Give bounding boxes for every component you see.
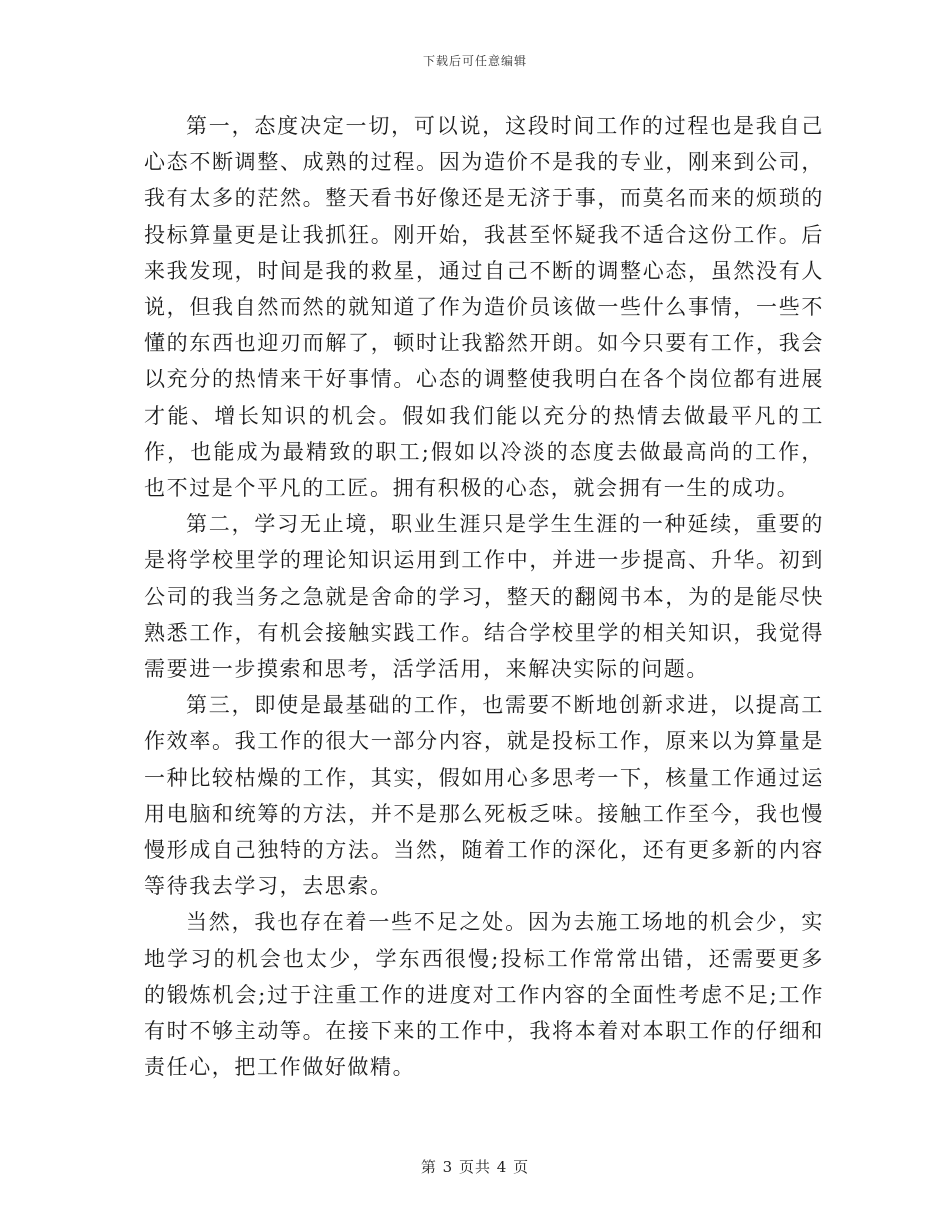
page-number-footer: 第 3 页共 4 页	[420, 1158, 530, 1176]
paragraph-3: 第三，即使是最基础的工作，也需要不断地创新求进，以提高工作效率。我工作的很大一部分内容，就是投标工作，原来以为算量是一种比较枯燥的工作，其实，假如用心多思考一下，核量工作通过运用电脑和统筹的方法，并不是那么死板乏味。接触工作至今，我也慢慢形成自己独特的方法。当然，随着工作的深化，还有更多新的内容等待我去学习，去思索。	[144, 693, 824, 899]
document-body	[144, 108, 824, 1085]
paragraph-1: 第一，态度决定一切，可以说，这段时间工作的过程也是我自己心态不断调整、成熟的过程。因为造价不是我的专业，刚来到公司，我有太多的茫然。整天看书好像还是无济于事，而莫名而来的烦琐的投标算量更是让我抓狂。刚开始，我甚至怀疑我不适合这份工作。后来我发现，时间是我的救星，通过自己不断的调整心态，虽然没有人说，但我自然而然的就知道了作为造价员该做一些什么事情，一些不懂的东西也迎刃而解了，顿时让我豁然开朗。如今只要有工作，我会以充分的热情来干好事情。心态的调整使我明白在各个岗位都有进展才能、增长知识的机会。假如我们能以充分的热情去做最平凡的工作，也能成为最精致的职工;假如以冷淡的态度去做最高尚的工作，也不过是个平凡的工匠。拥有积极的心态，就会拥有一生的成功。	[144, 114, 824, 501]
page-header: 下载后可任意编辑	[422, 54, 527, 68]
paragraph-2: 第二，学习无止境，职业生涯只是学生生涯的一种延续，重要的是将学校里学的理论知识运用到工作中，并进一步提高、升华。初到公司的我当务之急就是舍命的学习，整天的翻阅书本，为的是能尽快熟悉工作，有机会接触实践工作。结合学校里学的相关知识，我觉得需要进一步摸索和思考，活学活用，来解决实际的问题。	[144, 512, 824, 682]
paragraph-4: 当然，我也存在着一些不足之处。因为去施工场地的机会少，实地学习的机会也太少，学东西很慢;投标工作常常出错，还需要更多的锻炼机会;过于注重工作的进度对工作内容的全面性考虑不足;工作有时不够主动等。在接下来的工作中，我将本着对本职工作的仔细和责任心，把工作做好做精。	[144, 910, 824, 1080]
